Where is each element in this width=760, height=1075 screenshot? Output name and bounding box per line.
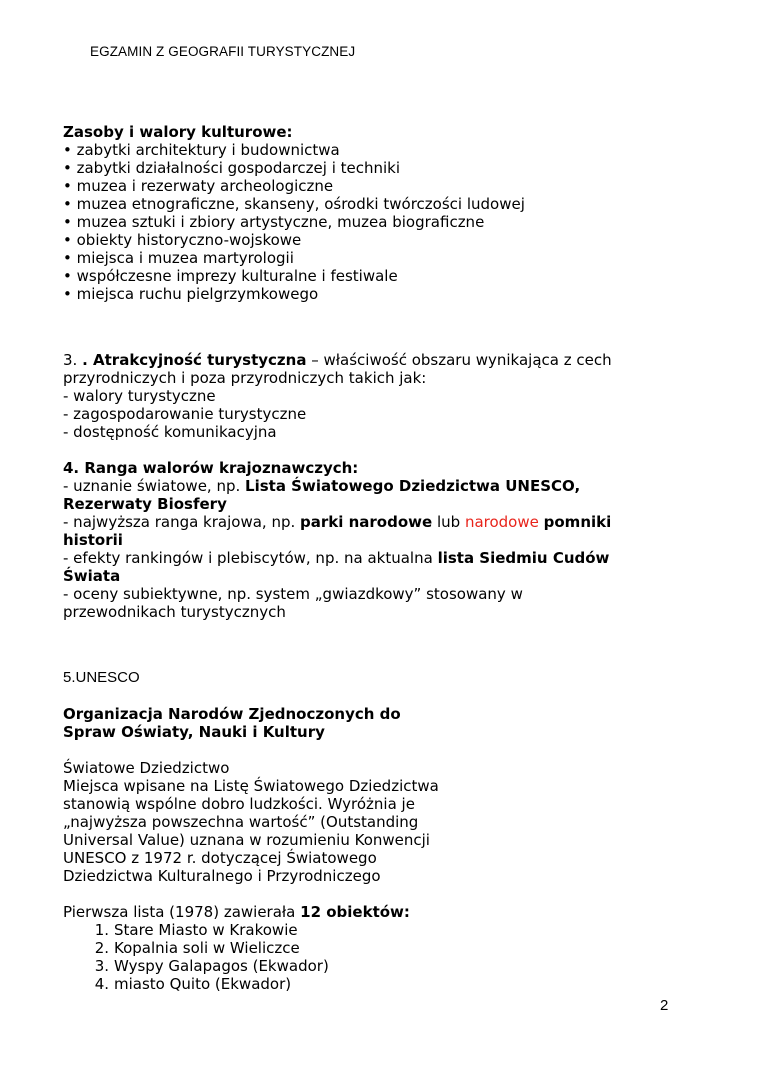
heritage-object-list	[63, 921, 683, 993]
list-item: - zagospodarowanie turystyczne	[63, 405, 307, 423]
paragraph-line: „najwyższa powszechna wartość” (Outstanding	[63, 813, 419, 831]
text-run-red: narodowe	[464, 513, 539, 531]
section3-line1	[63, 351, 683, 369]
list-item	[85, 939, 683, 957]
list-item: • zabytki działalności gospodarczej i techniki	[63, 159, 401, 177]
list-item-text: Stare Miasto w Krakowie	[114, 921, 298, 939]
section4-line: historii	[63, 531, 123, 549]
paragraph-line: UNESCO z 1972 r. dotyczącej Światowego	[63, 849, 377, 867]
list-item: - dostępność komunikacyjna	[63, 423, 277, 441]
list-item-text: miasto Quito (Ekwador)	[114, 975, 292, 993]
list-item: • współczesne imprezy kulturalne i festiwale	[63, 267, 398, 285]
section4-line: Rezerwaty Biosfery	[63, 495, 227, 513]
section4-heading: 4. Ranga walorów krajoznawczych:	[63, 459, 359, 477]
list-item: - walory turystyczne	[63, 387, 216, 405]
paragraph-line: Universal Value) uznana w rozumieniu Konwencji	[63, 831, 430, 849]
section3-number: 3.	[63, 351, 83, 369]
section4-line	[63, 549, 683, 567]
section3-definition: – właściwość obszaru wynikająca z cech	[306, 351, 612, 369]
list-item	[85, 975, 683, 993]
list-item: • obiekty historyczno-wojskowe	[63, 231, 302, 249]
text-run: Pierwsza lista (1978) zawierała	[63, 903, 301, 921]
list-number: 3.	[94, 957, 109, 975]
culture-heading: Zasoby i walory kulturowe:	[63, 123, 293, 141]
paragraph-line: stanowią wspólne dobro ludzkości. Wyróżnia je	[63, 795, 415, 813]
list-item: • muzea sztuki i zbiory artystyczne, muzea biograficzne	[63, 213, 485, 231]
section4-line	[63, 477, 683, 495]
list-number: 1.	[94, 921, 109, 939]
section5-heading: 5.UNESCO	[63, 669, 140, 686]
list-item-text: Kopalnia soli w Wieliczce	[114, 939, 300, 957]
text-run: - efekty rankingów i plebiscytów, np. na aktualna	[63, 549, 438, 567]
text-run-bold: Lista Światowego Dziedzictwa UNESCO,	[245, 477, 581, 495]
list-item: • muzea i rezerwaty archeologiczne	[63, 177, 334, 195]
page-header: EGZAMIN Z GEOGRAFII TURYSTYCZNEJ	[90, 44, 356, 59]
section3-line2: przyrodniczych i poza przyrodniczych takich jak:	[63, 369, 427, 387]
list-item	[85, 921, 683, 939]
org-name-line: Organizacja Narodów Zjednoczonych do	[63, 705, 401, 723]
text-run: - uznanie światowe, np.	[63, 477, 246, 495]
list-item-text: Wyspy Galapagos (Ekwador)	[114, 957, 329, 975]
list-item: • muzea etnograficzne, skanseny, ośrodki twórczości ludowej	[63, 195, 525, 213]
world-heritage-title: Światowe Dziedzictwo	[63, 759, 230, 777]
first-list-line	[63, 903, 683, 921]
text-run-bold: pomniki	[543, 513, 612, 531]
list-item: • zabytki architektury i budownictwa	[63, 141, 340, 159]
text-run-bold: lista Siedmiu Cudów	[437, 549, 610, 567]
text-run-bold: parki narodowe	[300, 513, 433, 531]
list-number: 4.	[94, 975, 109, 993]
text-run-bold: 12 obiektów:	[300, 903, 410, 921]
section4-line: - oceny subiektywne, np. system „gwiazdkowy” stosowany w	[63, 585, 523, 603]
org-name-line: Spraw Oświaty, Nauki i Kultury	[63, 723, 325, 741]
list-item: • miejsca i muzea martyrologii	[63, 249, 294, 267]
page-number: 2	[660, 997, 669, 1014]
section4-line: przewodnikach turystycznych	[63, 603, 286, 621]
paragraph-line: Dziedzictwa Kulturalnego i Przyrodniczego	[63, 867, 381, 885]
section4-line	[63, 513, 683, 531]
text-run: lub	[432, 513, 465, 531]
section4-line: Świata	[63, 567, 121, 585]
text-run: - najwyższa ranga krajowa, np.	[63, 513, 301, 531]
list-item	[85, 957, 683, 975]
list-item: • miejsca ruchu pielgrzymkowego	[63, 285, 319, 303]
page-content	[63, 123, 683, 993]
section3-term: . Atrakcyjność turystyczna	[82, 351, 307, 369]
list-number: 2.	[94, 939, 109, 957]
paragraph-line: Miejsca wpisane na Listę Światowego Dziedzictwa	[63, 777, 439, 795]
